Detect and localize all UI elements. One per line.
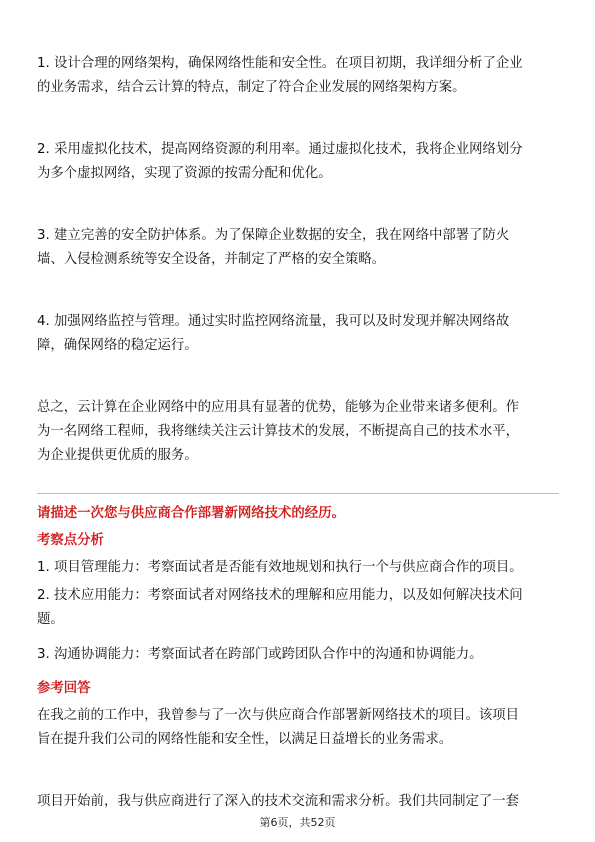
analysis-item-communication: 3. 沟通协调能力：考察面试者在跨部门或跨团队合作中的沟通和协调能力。: [37, 647, 483, 662]
paragraph-network-architecture: 1. 设计合理的网络架构，确保网络性能和安全性。在项目初期，我详细分析了企业 的业务需求，结合云计算的特点，制定了符合企业发展的网络架构方案。: [37, 56, 523, 95]
section-divider: [37, 493, 559, 494]
answer-heading: 参考回答: [37, 681, 91, 696]
paragraph-security-system: 3. 建立完善的安全防护体系。为了保障企业数据的安全，我在网络中部署了防火 墙、入侵检测系统等安全设备，并制定了严格的安全策略。: [37, 228, 510, 267]
analysis-heading: 考察点分析: [37, 533, 104, 548]
paragraph-virtualization: 2. 采用虚拟化技术，提高网络资源的利用率。通过虚拟化技术，我将企业网络划分 为多个虚拟网络，实现了资源的按需分配和优化。: [37, 142, 523, 181]
paragraph-summary: 总之，云计算在企业网络中的应用具有显著的优势，能够为企业带来诸多便利。作 为一名网络工程师，我将继续关注云计算技术的发展，不断提高自己的技术水平， 为企业提供更优质的服务。: [37, 400, 520, 463]
answer-paragraph-start: 项目开始前，我与供应商进行了深入的技术交流和需求分析。我们共同制定了一套: [37, 794, 520, 809]
interview-question: 请描述一次您与供应商合作部署新网络技术的经历。: [37, 506, 345, 521]
analysis-item-technical-application: 2. 技术应用能力：考察面试者对网络技术的理解和应用能力，以及如何解决技术问 题。: [37, 588, 523, 627]
answer-paragraph-intro: 在我之前的工作中，我曾参与了一次与供应商合作部署新网络技术的项目。该项目 旨在提升我们公司的网络性能和安全性，以满足日益增长的业务需求。: [37, 708, 520, 747]
analysis-item-project-management: 1. 项目管理能力：考察面试者是否能有效地规划和执行一个与供应商合作的项目。: [37, 560, 523, 575]
page-number-footer: 第6页，共52页: [259, 816, 336, 829]
paragraph-network-monitoring: 4. 加强网络监控与管理。通过实时监控网络流量，我可以及时发现并解决网络故 障，确保网络的稳定运行。: [37, 314, 510, 353]
